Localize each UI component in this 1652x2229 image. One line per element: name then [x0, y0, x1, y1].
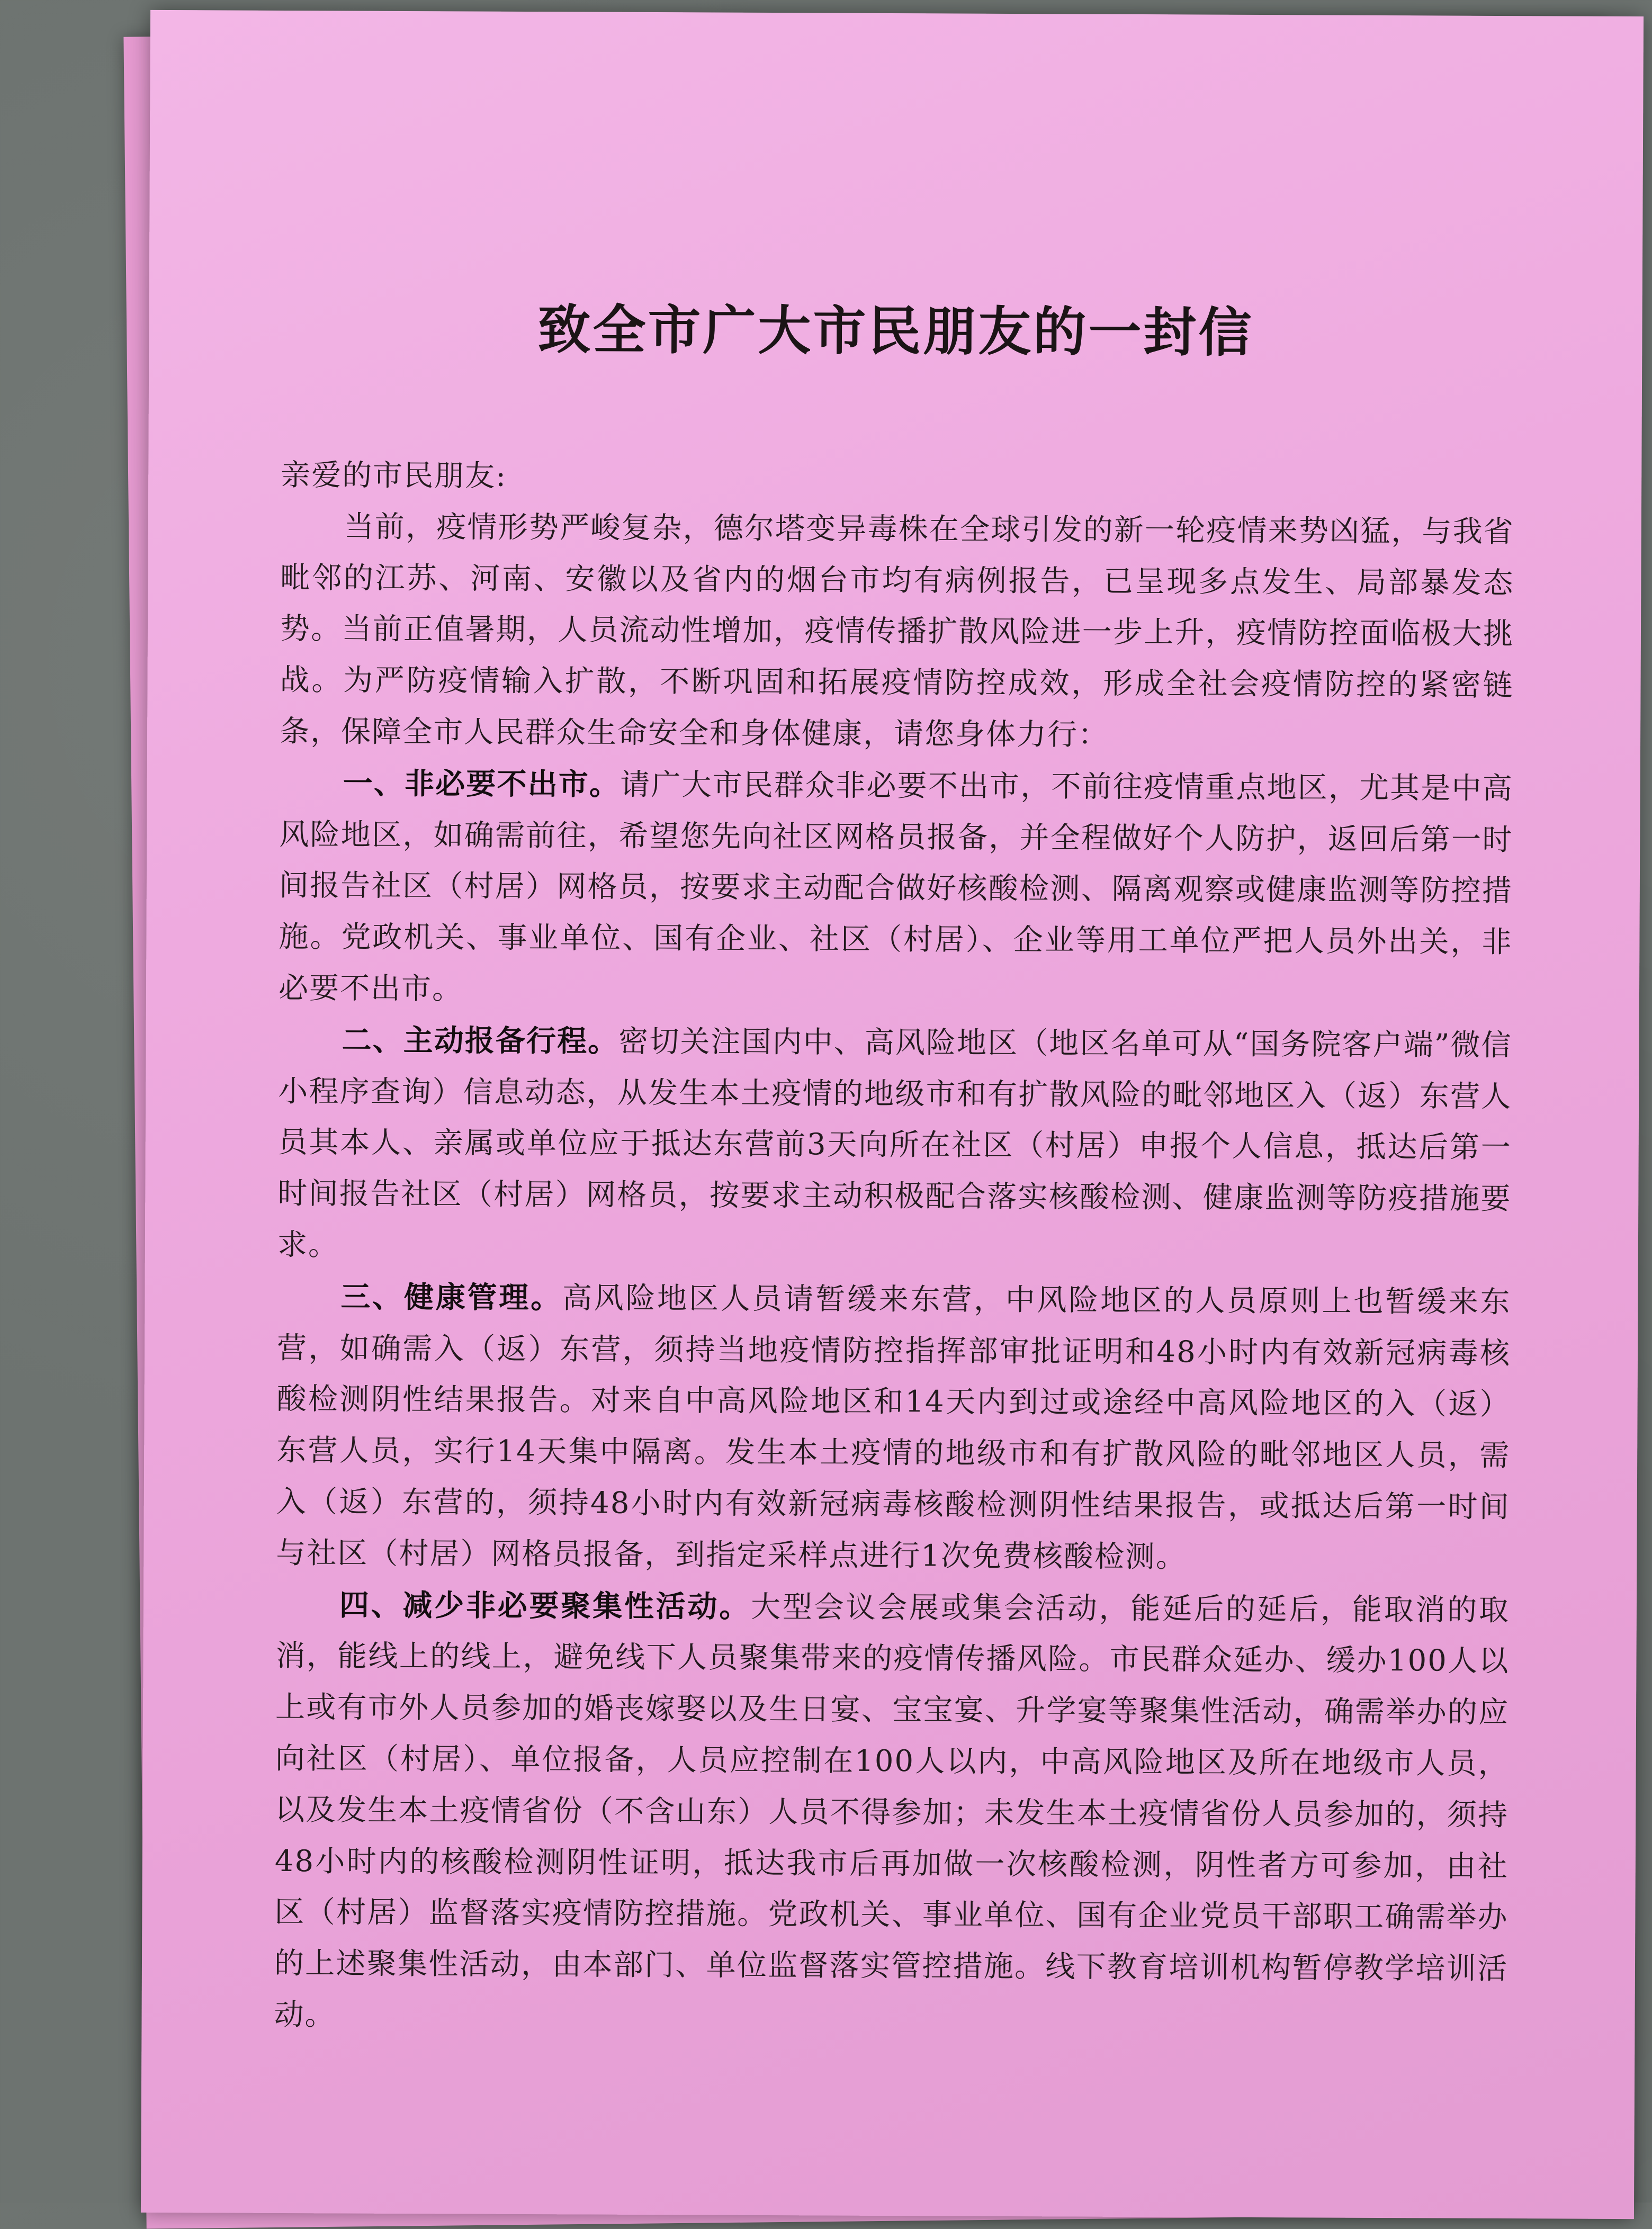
paragraph-heading: 一、非必要不出市。	[343, 766, 621, 802]
paragraph-text: 当前，疫情形势严峻复杂，德尔塔变异毒株在全球引发的新一轮疫情来势凶猛，与我省毗邻的江苏、河南、安徽以及省内的烟台市均有病例报告，已呈现多点发生、局部暴发态势。当前正值暑期，人员流动性增加，疫情传播扩散风险进一步上升，疫情防控面临极大挑战。为严防疫情输入扩散，不断巩固和拓展疫情防控成效，形成全社会疫情防控的紧密链条，保障全市人民群众生命安全和身体健康，请您身体力行：	[280, 509, 1514, 752]
paragraph-heading: 四、减少非必要聚集性活动。	[339, 1587, 751, 1624]
greeting: 亲爱的市民朋友:	[281, 457, 507, 493]
paragraph-text: 高风险地区人员请暂缓来东营，中风险地区的人员原则上也暂缓来东营，如确需入（返）东营，须持当地疫情防控指挥部审批证明和48小时内有效新冠病毒核酸检测阴性结果报告。对来自中高风险地区和14天内到过或途经中高风险地区的入（返）东营人员，实行14天集中隔离。发生本土疫情的地级市和有扩散风险的毗邻地区人员，需入（返）东营的，须持48小时内有效新冠病毒核酸检测阴性结果报告，或抵达后第一时间与社区（村居）网格员报备，到指定采样点进行1次免费核酸检测。	[276, 1281, 1511, 1575]
letter-body	[274, 450, 1514, 2046]
letter-title: 致全市广大市民朋友的一封信	[537, 298, 1254, 364]
paragraph-text: 密切关注国内中、高风险地区（地区名单可从“国务院客户端”微信小程序查询）信息动态，从发生本土疫情的地级市和有扩散风险的毗邻地区入（返）东营人员其本人、亲属或单位应于抵达东营前3天向所在社区（村居）申报个人信息，抵达后第一时间报告社区（村居）网格员，按要求主动积极配合落实核酸检测、健康监测等防疫措施要求。	[277, 1024, 1512, 1263]
paragraph-2	[277, 1014, 1512, 1277]
paragraph-heading: 三、健康管理。	[340, 1279, 563, 1316]
paragraph-text: 大型会议会展或集会活动，能延后的延后，能取消的取消，能线上的线上，避免线下人员聚集带来的疫情传播风险。市民群众延办、缓办100人以上或有市外人员参加的婚丧嫁娶以及生日宴、宝宝宴、升学宴等聚集性活动，确需举办的应向社区（村居）、单位报备，人员应控制在100人以内，中高风险地区及所在地级市人员，以及发生本土疫情省份（不含山东）人员不得参加；未发生本土疫情省份人员参加的，须持48小时内的核酸检测阴性证明，抵达我市后再加做一次核酸检测，阴性者方可参加，由社区（村居）监督落实疫情防控措施。党政机关、事业单位、国有企业党员干部职工确需举办的上述聚集性活动，由本部门、单位监督落实管控措施。线下教育培训机构暂停教学培训活动。	[274, 1589, 1510, 2033]
paragraph-intro	[280, 501, 1514, 763]
paragraph-4	[274, 1579, 1510, 2046]
paragraph-3	[276, 1271, 1511, 1585]
paragraph-1	[279, 758, 1513, 1020]
paragraph-text: 请广大市民群众非必要不出市，不前往疫情重点地区，尤其是中高风险地区，如确需前往，希望您先向社区网格员报备，并全程做好个人防护，返回后第一时间报告社区（村居）网格员，按要求主动配合做好核酸检测、隔离观察或健康监测等防控措施。党政机关、事业单位、国有企业、社区（村居）、企业等用工单位严把人员外出关，非必要不出市。	[278, 767, 1513, 1006]
letter-sheet	[141, 10, 1644, 2219]
paragraph-heading: 二、主动报备行程。	[342, 1022, 619, 1059]
